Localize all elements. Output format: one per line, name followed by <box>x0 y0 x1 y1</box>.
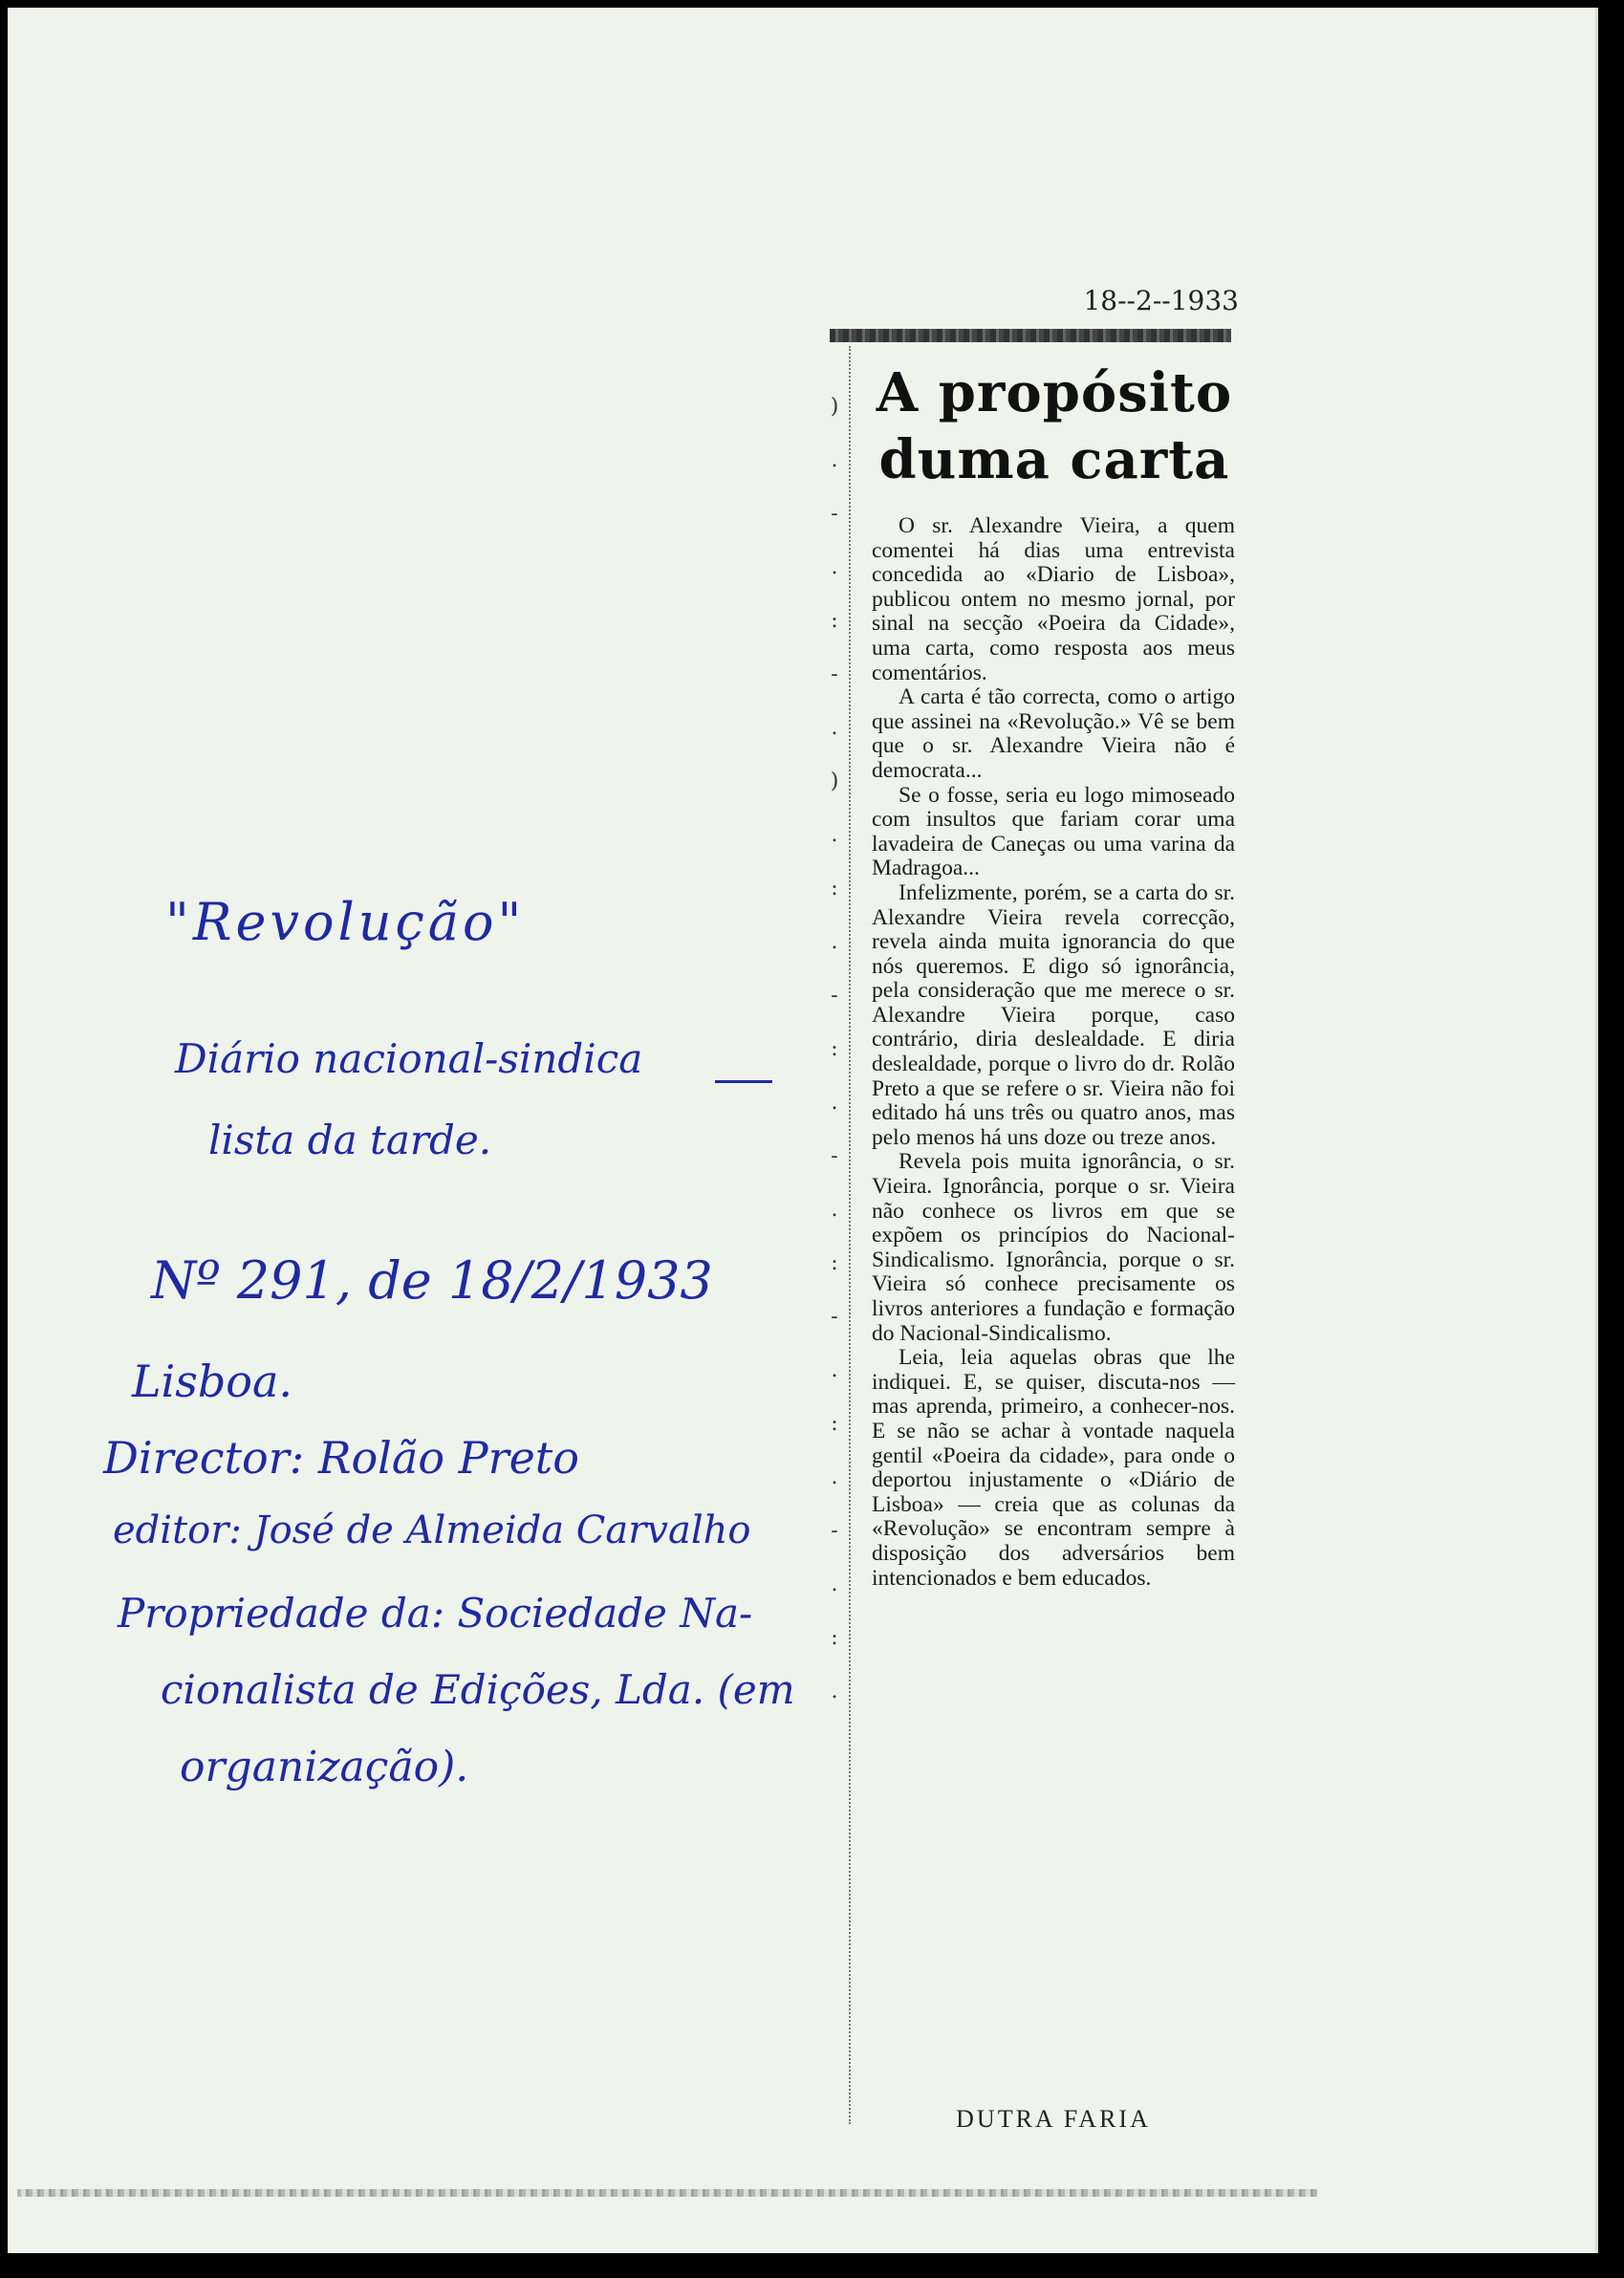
handwritten-notes <box>8 8 830 2278</box>
note-property-line2: cionalista de Edições, Lda. (em <box>161 1666 795 1713</box>
note-city: Lisboa. <box>132 1356 293 1407</box>
article-paragraph: Se o fosse, seria eu logo mimoseado com insultos que fariam corar uma lavadeira de Caneças ou uma varina da Madragoa... <box>872 782 1235 881</box>
clipping-cut-edge <box>849 346 855 2124</box>
article-paragraph: Revela pois muita ignorância, o sr. Vieira. Ignorância, porque o sr. Vieira não conhece os livros em que se expõem os princípios do Nacional-Sindicalismo. Ignorância, porque o sr. Vieira só conhece precisamente os livros anteriores a fundação e formação do Nacional-Sindicalismo. <box>872 1149 1235 1346</box>
clipping-top-rule <box>830 329 1231 342</box>
article-body <box>872 514 1235 1591</box>
article-paragraph: O sr. Alexandre Vieira, a quem comentei há dias uma entrevista concedida ao «Diario de Lisboa», publicou ontem no mesmo jornal, por sinal na secção «Poeira da Cidade», uma carta, como resposta aos meus comentários. <box>872 513 1235 685</box>
document-page <box>8 8 1598 2253</box>
note-property-line1: Propriedade da: Sociedade Na- <box>118 1590 753 1637</box>
clipping-date: 18--2--1933 <box>1083 285 1239 316</box>
note-description-line2: lista da tarde. <box>208 1117 492 1163</box>
headline-line2: duma carta <box>878 428 1230 491</box>
article-headline <box>872 359 1237 493</box>
scan-artifact-band <box>17 2189 1317 2197</box>
clipping-edge-marks: ) . - . : - . ) . : . - : . - . : - . : . - . : . <box>830 395 839 1703</box>
note-title: "Revolução" <box>165 892 526 952</box>
note-underline <box>715 1080 772 1083</box>
article-signature: DUTRA FARIA <box>956 2105 1151 2133</box>
newspaper-clipping <box>820 285 1241 2133</box>
note-property-line3: organização). <box>180 1743 469 1791</box>
headline-line1: A propósito <box>876 361 1233 424</box>
article-paragraph: Infelizmente, porém, se a carta do sr. Alexandre Vieira revela correcção, revela ainda muita ignorancia do que nós queremos. E digo só ignorância, pela consideração que me merece o sr. Alexandre Vieira porque, caso contrário, diria deslealdade. E diria deslealdade, porque o livro do dr. Rolão Preto a que se refere o sr. Vieira não foi editado há uns três ou quatro anos, mas pelo menos há uns doze ou treze anos. <box>872 879 1235 1150</box>
note-director: Director: Rolão Preto <box>103 1432 579 1484</box>
article-paragraph: Leia, leia aquelas obras que lhe indiquei. E, se quiser, discuta-nos — mas aprenda, primeiro, a conhecer-nos. E se não se achar à vontade naquela gentil «Poeira da cidade», para onde o deportou injustamente o «Diário de Lisboa» — creia que as colunas da «Revolução» se encontram sempre à disposição dos adversários bem intencionados e bem educados. <box>872 1345 1235 1591</box>
note-editor: editor: José de Almeida Carvalho <box>113 1508 751 1552</box>
note-issue-number: Nº 291, de 18/2/1933 <box>151 1250 713 1311</box>
note-description-line1: Diário nacional-sindica <box>175 1035 643 1082</box>
article-paragraph: A carta é tão correcta, como o artigo que assinei na «Revolução.» Vê se bem que o sr. Alexandre Vieira não é democrata... <box>872 684 1235 783</box>
